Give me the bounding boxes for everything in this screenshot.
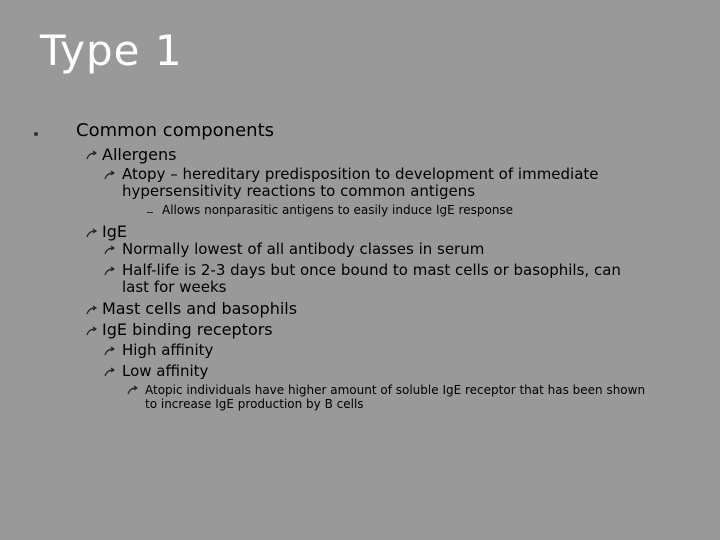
curved-arrow-bullet-icon xyxy=(86,150,97,161)
allows-text: Allows nonparasitic antigens to easily induce IgE response xyxy=(162,203,514,217)
halflife-line-1: Half-life is 2-3 days but once bound to mast cells or basophils, can xyxy=(122,261,621,279)
curved-arrow-bullet-icon xyxy=(104,170,115,181)
atopic-line-1: Atopic individuals have higher amount of soluble IgE receptor that has been shown xyxy=(145,383,646,397)
atopic-line-2: to increase IgE production by B cells xyxy=(145,397,364,411)
low-affinity-text: Low affinity xyxy=(122,362,209,380)
high-affinity-text: High affinity xyxy=(122,341,214,359)
atopy-line-1: Atopy – hereditary predisposition to development of immediate xyxy=(122,165,599,183)
atopy-line-2: hypersensitivity reactions to common antigens xyxy=(122,182,476,200)
ige-label: IgE xyxy=(102,222,127,241)
curved-arrow-bullet-icon xyxy=(86,228,97,239)
halflife-line-2: last for weeks xyxy=(122,278,227,296)
normally-text: Normally lowest of all antibody classes in serum xyxy=(122,240,485,258)
slide-title: Type 1 xyxy=(40,26,183,75)
allergens-label: Allergens xyxy=(102,145,177,164)
curved-arrow-bullet-icon xyxy=(104,346,115,357)
heading-common-components: Common components xyxy=(76,120,274,141)
curved-arrow-bullet-icon xyxy=(127,385,138,396)
curved-arrow-bullet-icon xyxy=(104,266,115,277)
curved-arrow-bullet-icon xyxy=(104,245,115,256)
dot-bullet-icon xyxy=(34,132,38,136)
receptors-label: IgE binding receptors xyxy=(102,320,273,339)
dash-bullet-icon xyxy=(147,212,153,213)
mast-cells-label: Mast cells and basophils xyxy=(102,299,298,318)
curved-arrow-bullet-icon xyxy=(86,326,97,337)
curved-arrow-bullet-icon xyxy=(104,367,115,378)
curved-arrow-bullet-icon xyxy=(86,305,97,316)
